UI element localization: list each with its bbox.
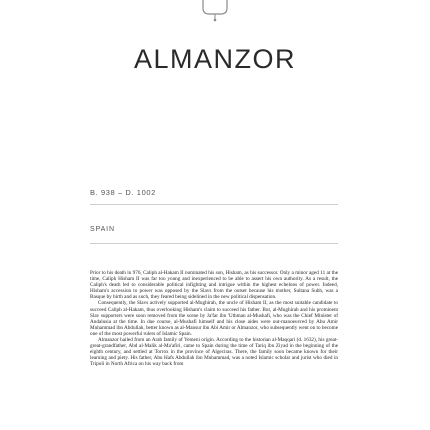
ornament-icon [195, 0, 235, 22]
paragraph: Prior to his death in 976, Caliph al-Hakam II nominated his son, Hisham, as his successor. Only a minor aged 11 at the time, Caliph Hisham II was far too young and inexperienced to be able to assert his own authority. As a result, the Caliph's death led to considerable political infighting and intrigue within the highest echelons of power. Indeed, Hisham's accession to power was opposed by the Slavs from the outset because his mother, Sultana Subh, was a Basque by birth and as such, they feared being sidelined in the new political dispensation. [90, 270, 338, 301]
page-title: ALMANZOR [133, 44, 297, 74]
divider [90, 243, 338, 244]
paragraph: Consequently, the Slavs actively supported al-Mughirah, the uncle of Hisham II, as the most suitable candidate to succeed Caliph al-Hakam, thus overlooking Hisham's claim to succeed his father. But, al-Mughirah and his prominent Slav supporters were soon removed from the scene by Ja'far ibn 'Uthman al-Mushafi, who was the Chief Minister of Andalusia at the time. In due course, al-Mushafi himself and his close aides were out-manoeuvred by Abu Amir Muhammad ibn Abdullah, better known as al-Mansur ibn Abi Amir or Almanzor, who subsequently went on to become one of the most powerful rulers of Islamic Spain. [90, 300, 338, 337]
life-dates: B. 938 – D. 1002 [90, 188, 156, 197]
body-text [90, 270, 338, 368]
divider [90, 204, 338, 205]
paragraph: Almanzor hailed from an Arab family of Yemeni origin. According to the historian al-Maqqari (d. 1632), his great-great-grandfather, Abd al-Malik al-Ma'afiri, came to Spain during the time of Tariq ibn Ziyad in the beginning of the eighth century, and settled at Torrox in the province of Algeciras. There, the family soon became known for their learning and piety. His father, Abu Hafs Abdullah ibn Muhammad, was a noted Islamic scholar and jurist who died in Tripoli in North Africa on his way back from [90, 337, 338, 368]
country-label: SPAIN [90, 226, 115, 233]
